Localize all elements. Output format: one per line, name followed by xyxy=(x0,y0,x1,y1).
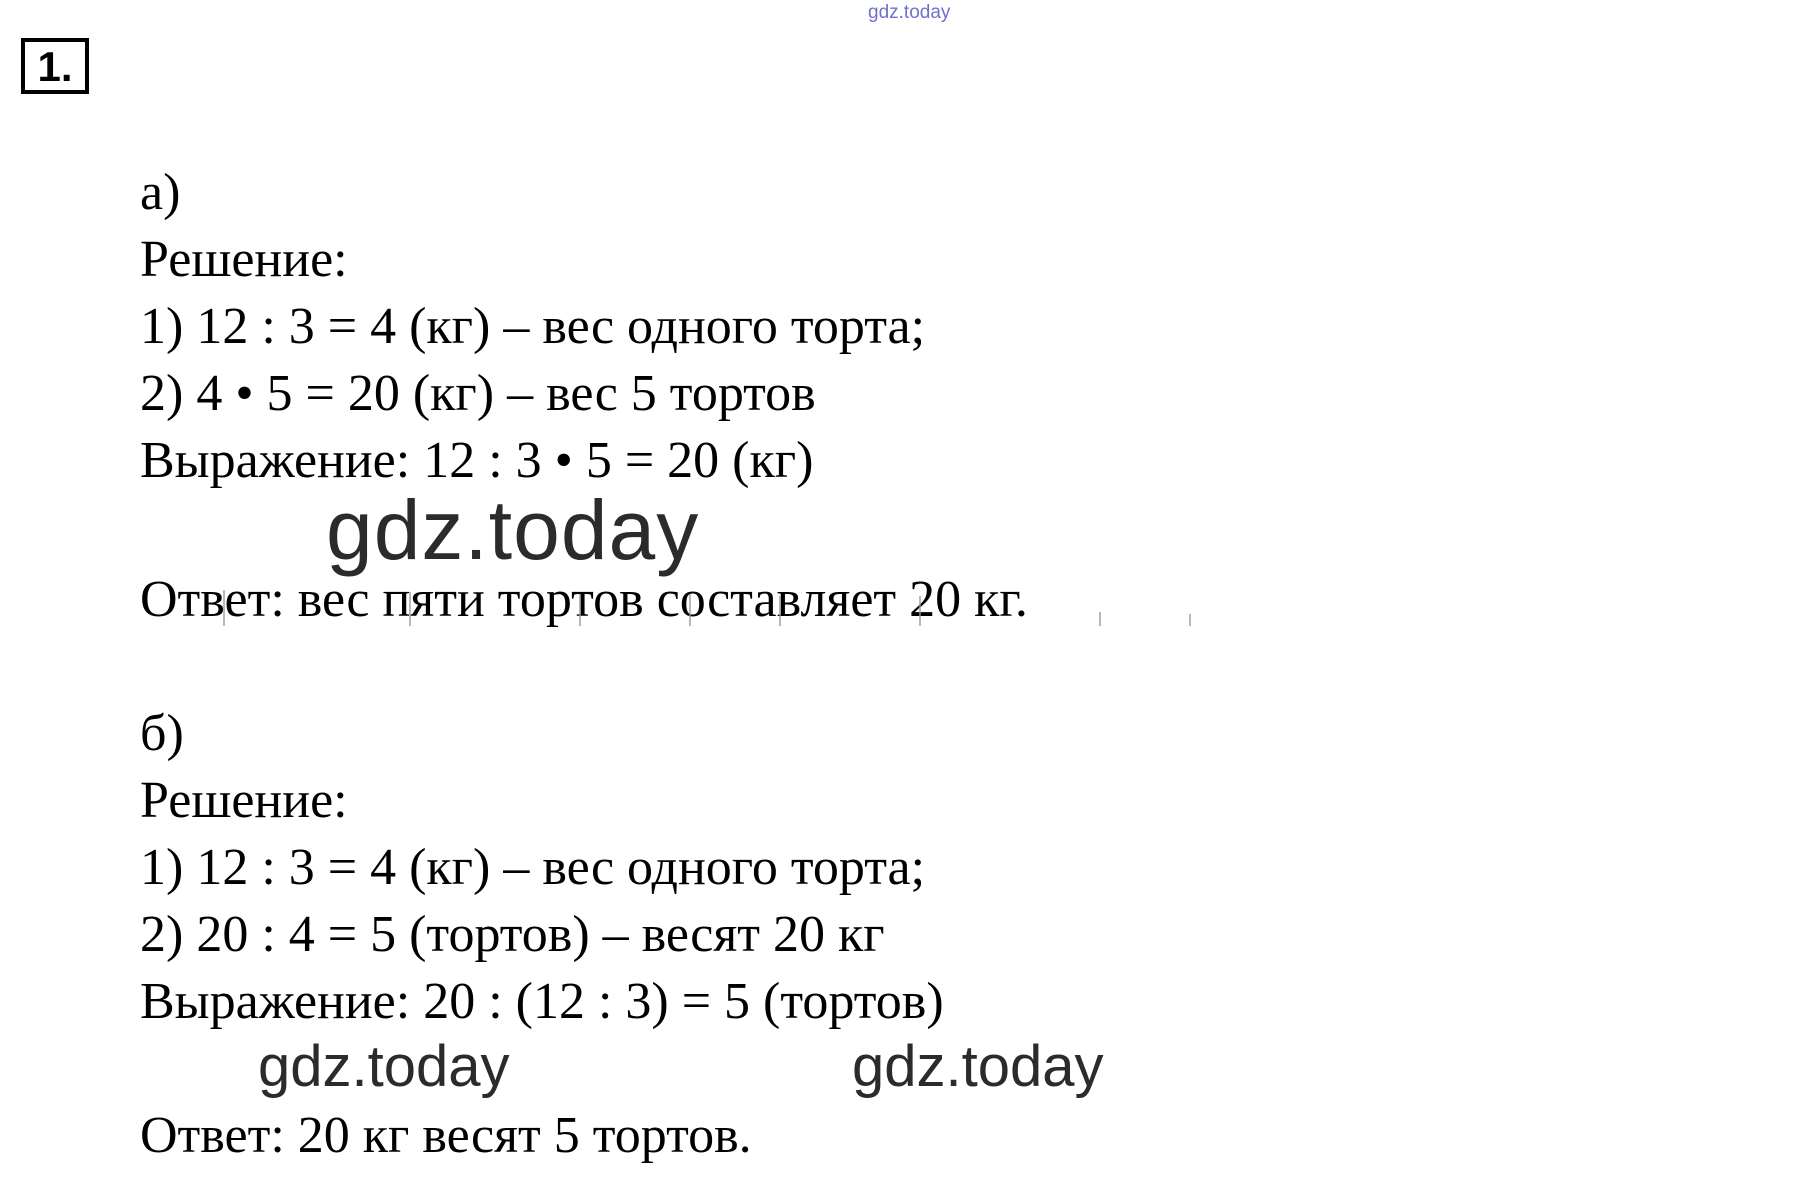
large-watermark: gdz.today xyxy=(326,483,700,577)
part-a-expression: Выражение: 12 : 3 • 5 = 20 (кг) xyxy=(140,432,814,489)
part-b-expression: Выражение: 20 : (12 : 3) = 5 (тортов) xyxy=(140,973,944,1030)
part-a-step-1: 1) 12 : 3 = 4 (кг) – вес одного торта; xyxy=(140,298,926,355)
bottom-right-watermark: gdz.today xyxy=(852,1034,1104,1099)
part-b-solution-title: Решение: xyxy=(140,772,348,829)
part-b-answer: Ответ: 20 кг весят 5 тортов. xyxy=(140,1107,752,1164)
part-b-step-1: 1) 12 : 3 = 4 (кг) – вес одного торта; xyxy=(140,839,926,896)
bottom-left-watermark: gdz.today xyxy=(258,1034,510,1099)
part-b-step-2: 2) 20 : 4 = 5 (тортов) – весят 20 кг xyxy=(140,906,885,963)
part-a-step-2: 2) 4 • 5 = 20 (кг) – вес 5 тортов xyxy=(140,365,816,422)
task-number-box: 1. xyxy=(21,38,89,94)
part-a-label: а) xyxy=(140,164,181,221)
part-a-solution-title: Решение: xyxy=(140,231,348,288)
part-b-label: б) xyxy=(140,705,184,762)
part-a-answer: Ответ: вес пяти тортов составляет 20 кг. xyxy=(140,571,1028,628)
top-watermark: gdz.today xyxy=(868,2,951,23)
